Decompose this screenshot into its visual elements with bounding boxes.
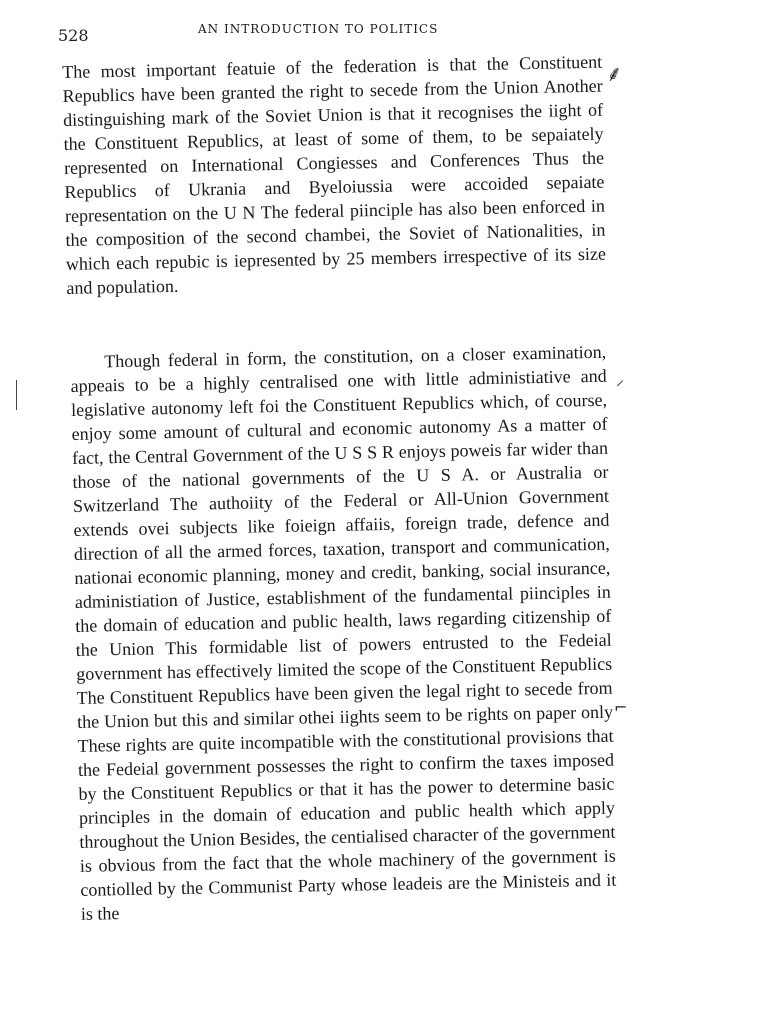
running-head: AN INTRODUCTION TO POLITICS <box>198 22 439 36</box>
margin-mark-icon: ⌐ <box>614 698 628 717</box>
page-number: 528 <box>58 26 89 45</box>
gutter-tick <box>16 380 17 410</box>
margin-mark-icon: ⸝ <box>616 370 625 389</box>
page-header <box>58 18 618 46</box>
paragraph-2: Though federal in form, the constitution, on a closer examination, appeais to be a highly centralised one with little administiative and legislative autonomy left foi the Constituent Republics which, of course, enjoy some amount of cultural and economic autonomy As a matter of fact, the Central Government of the U S S R enjoys poweis far wider than those of the national governments of the U S A. or Australia or Switzerland The authoiity of the Federal or All-Union Government extends ovei subjects like foieign affaiis, foreign trade, defence and direction of all the armed forces, taxation, transport and communication, nationai economic planning, money and credit, banking, social insurance, administiation of Justice, establishment of the fundamental piinciples in the domain of education and public health, laws regarding citizenship of the Union This formidable list of powers entrusted to the Fedeial government has effectively limited the scope of the Constituent Republics The Constituent Republics have been given the legal right to secede from the Union but this and similar othei iights seem to be rights on paper only These rights are quite incompatible with the constitutional provisions that the Fedeial government possesses the right to confirm the taxes imposed by the Constituent Republics or that it has the power to determine basic principles in the domain of education and public health which apply throughout the Union Besides, the centialised character of the government is obvious from the fact that the whole machinery of the government is contiolled by the Communist Party whose leadeis are the Ministeis and it is the <box>70 341 617 924</box>
margin-mark-icon: ⸙ <box>606 62 623 87</box>
paragraph-1: The most important featuie of the federation is that the Constituent Republics have been granted the right to secede from the Union Another distinguishing mark of the Soviet Union is that it recognises the iight of the Constituent Republics, at least of some of them, to be sepaiately represented on International Congiesses and Conferences Thus the Republics of Ukrania and Byeloiussia were accoided sepaiate representation on the U N The federal piinciple has also been enforced in the composition of the second chambei, the Soviet of Nationalities, in which each repubic is iepresented by 25 members irrespective of its size and population. <box>62 51 607 298</box>
